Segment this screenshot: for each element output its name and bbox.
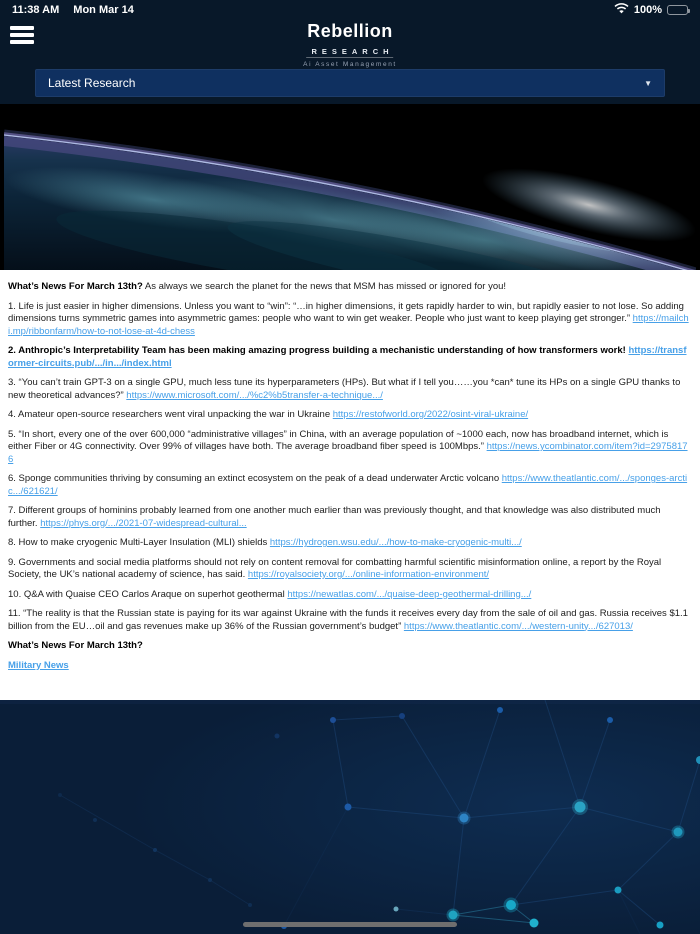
news-item — [8, 409, 692, 422]
news-text: 3. “You can’t train GPT-3 on a single GPU, much less tune its hyperparameters (HPs). But what if I tell you……you *can* tune its HPs on a single GPU thanks to new theoretical advances?” — [8, 377, 681, 401]
brand-tagline: Ai Asset Management — [303, 61, 397, 68]
news-text: 5. “In short, every one of the over 600,000 “administrative villages” in China, with an average population of ~1000 each, now has broadband internet, which is either Fiber or 4G connectivity. Over 99% of villages have both. The average broadband fiber speed is 100Mbps.” — [8, 428, 669, 452]
brand-name: Rebellion — [307, 21, 393, 41]
news-link[interactable]: https://phys.org/.../2021-07-widespread-cultural... — [40, 517, 247, 529]
news-link[interactable]: https://transformer-circuits.pub/.../in.../index.html — [8, 345, 687, 369]
intro-heading: What’s News For March 13th? — [8, 281, 143, 292]
nav-section — [0, 62, 700, 104]
news-link[interactable]: https://www.microsoft.com/.../%c2%b5transfer-a-technique.../ — [126, 389, 383, 401]
earth-from-space-image — [4, 110, 696, 270]
news-text: 7. Different groups of hominins probably learned from one another much earlier than was previously thought, and that knowledge was also distributed much further. — [8, 505, 661, 529]
news-text: 11. “The reality is that the Russian state is paying for its war against Ukraine with the funds it receives every day from the sale of oil and gas. Russia receives $1.1 billion from the EU…oil and gas revenues make up 36% of the Russian government’s budget” — [8, 608, 688, 632]
news-item — [8, 608, 692, 633]
article-content — [0, 270, 700, 700]
news-link[interactable]: https://www.theatlantic.com/.../western-unity.../627013/ — [403, 620, 633, 632]
news-text: 6. Sponge communities thriving by consuming an extinct ecosystem on the peak of a dead underwater Arctic volcano — [8, 473, 502, 484]
news-link[interactable]: https://www.theatlantic.com/.../sponges-arctic.../621621/ — [8, 473, 688, 497]
article-intro — [8, 281, 692, 294]
news-link[interactable]: https://hydrogen.wsu.edu/.../how-to-make-cryogenic-multi.../ — [269, 537, 522, 548]
news-item — [8, 301, 692, 339]
battery-percent: 100% — [633, 4, 662, 16]
hero-section — [0, 104, 700, 270]
news-link[interactable]: https://royalsociety.org/.../online-information-environment/ — [247, 569, 490, 580]
news-link[interactable]: https://news.ycombinator.com/item?id=29758176 — [8, 441, 688, 465]
news-item — [8, 537, 692, 550]
news-text: 4. Amateur open-source researchers went viral unpacking the war in Ukraine — [8, 409, 333, 420]
status-time: 11:38 AM — [12, 4, 60, 16]
intro-text: As always we search the planet for the news that MSM has missed or ignored for you! — [142, 281, 507, 292]
news-item — [8, 557, 692, 582]
status-date: Mon Mar 14 — [73, 4, 134, 16]
news-text: 9. Governments and social media platforms should not rely on content removal for combatting harmful scientific misinformation online, a report by the Royal Society, the UK’s national academy of science, has said. — [8, 556, 662, 580]
brand-subname: RESEARCH — [306, 47, 393, 58]
latest-research-dropdown[interactable] — [35, 69, 665, 97]
news-link[interactable]: https://restofworld.org/2022/osint-viral-ukraine/ — [332, 409, 529, 420]
news-item — [8, 429, 692, 467]
news-text: 1. Life is just easier in higher dimensions. Unless you want to “win”: “…in higher dimensions, it gets rapidly harder to win, but rapidly easier to not lose. So adding dimensions turns symmetric games into asymmetric games: people who want to win get weaker. People who just want to keep playing get stronger.” — [8, 300, 684, 324]
network-pattern — [0, 700, 700, 934]
news-item — [8, 345, 692, 370]
news-item — [8, 505, 692, 530]
home-indicator[interactable] — [243, 922, 457, 927]
news-item — [8, 589, 692, 602]
news-text: 8. How to make cryogenic Multi-Layer Insulation (MLI) shields — [8, 537, 270, 548]
brand-logo[interactable] — [303, 21, 397, 68]
news-text: 2. Anthropic’s Interpretability Team has been making amazing progress building a mechanistic understanding of how transformers work! — [8, 345, 629, 356]
outro-heading: What’s News For March 13th? — [8, 640, 143, 651]
news-link[interactable]: https://mailchi.mp/ribbonfarm/how-to-not-lose-at-4d-chess — [8, 313, 689, 337]
military-news-row — [8, 660, 692, 673]
wifi-icon — [614, 3, 629, 17]
footer — [0, 700, 700, 934]
article-outro — [8, 640, 692, 653]
header — [0, 20, 700, 68]
battery-icon — [667, 5, 688, 15]
status-bar — [0, 0, 700, 20]
news-item — [8, 377, 692, 402]
news-text: 10. Q&A with Quaise CEO Carlos Araque on superhot geothermal — [8, 588, 288, 600]
menu-icon[interactable] — [10, 26, 36, 47]
chevron-down-icon: ▼ — [644, 78, 652, 88]
news-list — [8, 301, 692, 634]
news-link[interactable]: https://newatlas.com/.../quaise-deep-geothermal-drilling.../ — [287, 588, 532, 600]
news-item — [8, 473, 692, 498]
military-news-link[interactable]: Military News — [8, 659, 69, 671]
dropdown-label: Latest Research — [48, 76, 136, 90]
